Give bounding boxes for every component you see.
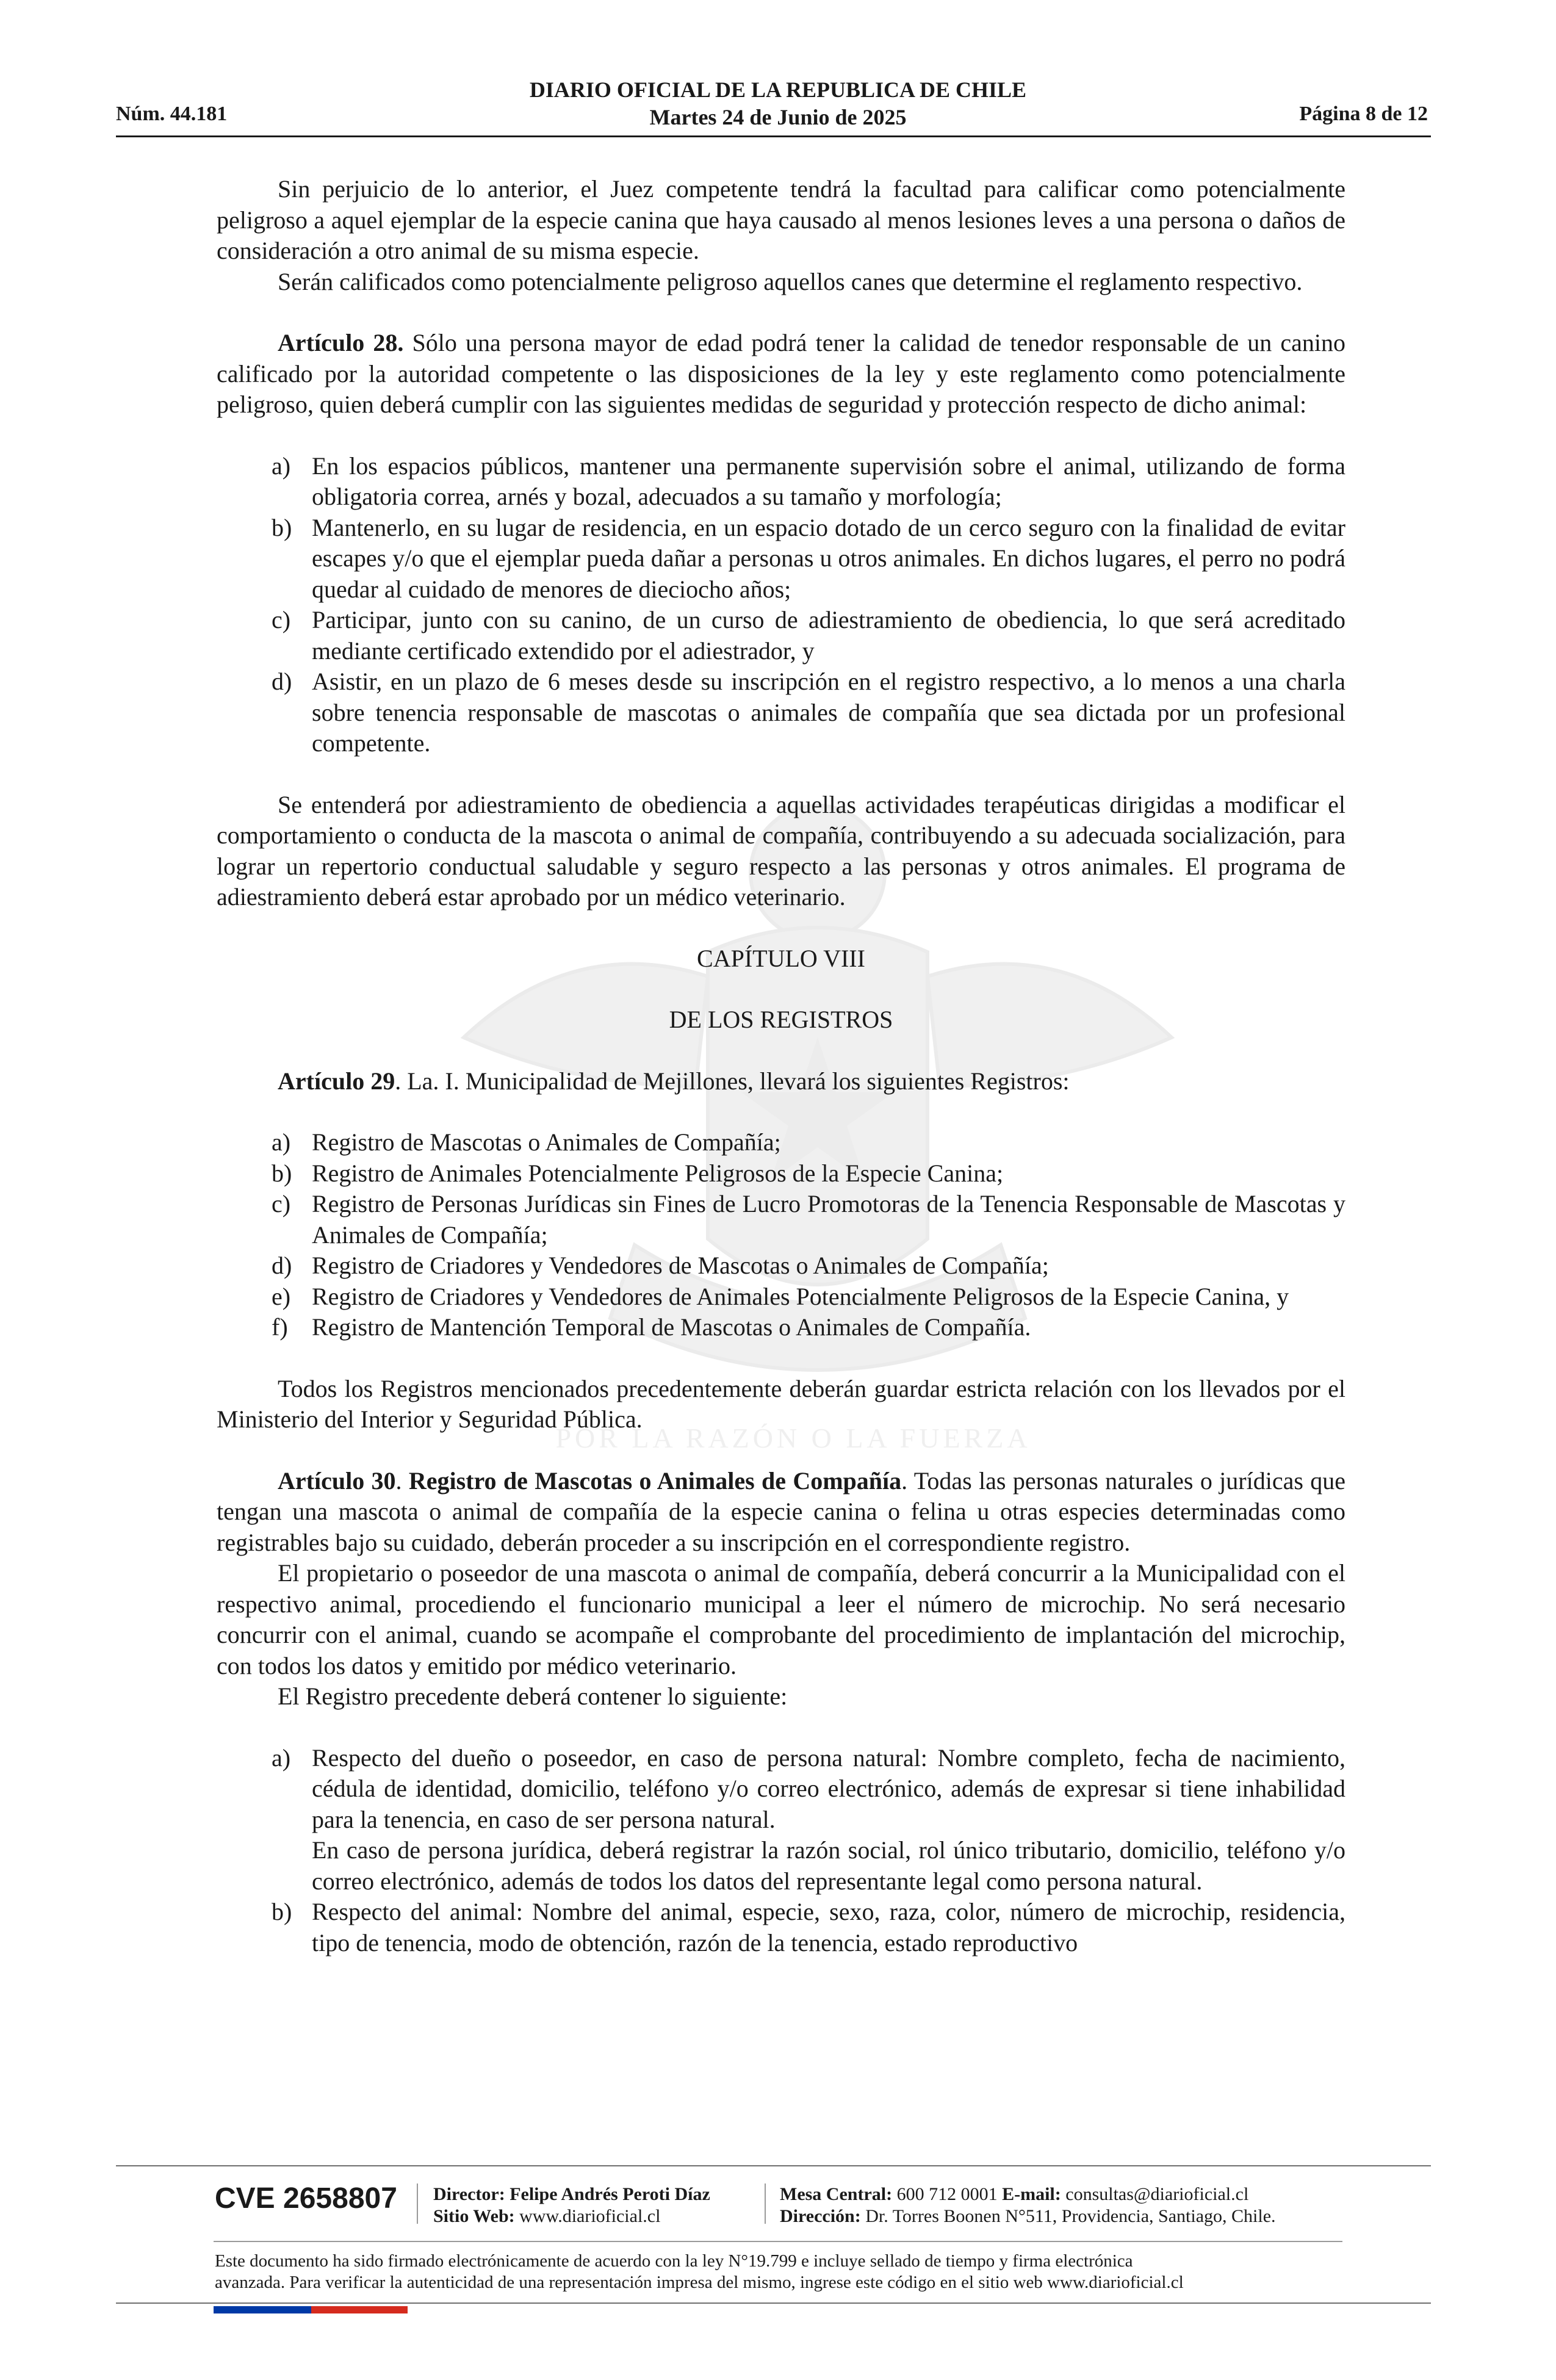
list-text: Registro de Criadores y Vendedores de Mascotas o Animales de Compañía; [312,1252,1049,1279]
list-item [217,666,1345,759]
article-separator: . [395,1466,409,1495]
list-marker: c) [272,1190,291,1217]
list-subparagraph: En caso de persona jurídica, deberá registrar la razón social, rol único tributario, domicilio, teléfono y/o correo electrónico, además de todos los datos del representante legal como persona natural. [312,1836,1345,1895]
article-30 [217,1466,1345,1559]
article-title: Registro de Mascotas o Animales de Compañía [408,1466,902,1495]
list-text: Registro de Criadores y Vendedores de Animales Potencialmente Peligrosos de la Especie Canina, y [312,1282,1289,1310]
list-item [217,1282,1345,1313]
list-item [217,1312,1345,1343]
footer-divider [116,2165,1431,2166]
mesa-label: Mesa Central: [780,2184,893,2204]
paragraph: El propietario o poseedor de una mascota o animal de compañía, deberá concurrir a la Municipalidad con el respectivo animal, procediendo el funcionario municipal a leer el número de microchip. No será necesario concurrir con el animal, cuando se acompañe el comprobante del procedimiento de implantación del microchip, con todos los datos y emitido por médico veterinario. [217,1559,1345,1679]
list-text: Participar, junto con su canino, de un curso de adiestramiento de obediencia, lo que será acreditado mediante certificado extendido por el adiestrador, y [312,606,1345,665]
mesa-phone: 600 712 0001 [892,2184,1003,2204]
list-text: Registro de Mantención Temporal de Mascotas o Animales de Compañía. [312,1313,1031,1341]
flag-stripe-red [311,2306,408,2313]
publication-date: Martes 24 de Junio de 2025 [649,105,907,129]
footer-director-block [433,2183,710,2227]
list-item [217,1189,1345,1250]
paragraph: El Registro precedente deberá contener lo siguiente: [278,1682,788,1710]
list-marker: f) [272,1313,288,1341]
list-text: Respecto del animal: Nombre del animal, especie, sexo, raza, color, número de microchip, residencia, tipo de tenencia, modo de obtención, razón de la tenencia, estado reproductivo [312,1898,1345,1956]
header-divider [116,135,1431,137]
list-marker: a) [272,1744,291,1772]
article-30-list [217,1743,1345,1959]
article-label: Artículo 30 [278,1466,396,1495]
list-text: Mantenerlo, en su lugar de residencia, en un espacio dotado de un cerco seguro con la finalidad de evitar escapes y/o que el ejemplar pueda dañar a personas u otros animales. En dichos lugares, el perro no podrá quedar al cuidado de menores de dieciocho años; [312,513,1345,603]
paragraph: Sin perjuicio de lo anterior, el Juez competente tendrá la facultad para calificar como potencialmente peligroso a aquel ejemplar de la especie canina que haya causado al menos lesiones leves a una persona o daños de consideración a otro animal de su misma especie. [217,175,1345,264]
list-marker: b) [272,1898,292,1925]
list-marker: b) [272,1159,292,1187]
list-item [217,1158,1345,1189]
address-label: Dirección: [780,2206,861,2226]
footer-contact-block [780,2183,1276,2227]
legal-line: avanzada. Para verificar la autenticidad de una representación impresa del mismo, ingrese este código en el sitio web www.diarioficial.cl [215,2273,1184,2292]
list-item [217,605,1345,666]
paragraph: Serán calificados como potencialmente peligroso aquellos canes que determine el reglamento respectivo. [278,267,1303,295]
article-29-list [217,1127,1345,1343]
list-text: Registro de Personas Jurídicas sin Fines de Lucro Promotoras de la Tenencia Responsable de Mascotas y Animales de Compañía; [312,1190,1345,1249]
list-marker: d) [272,668,292,695]
list-text: Asistir, en un plazo de 6 meses desde su inscripción en el registro respectivo, a lo menos a una charla sobre tenencia responsable de mascotas o animales de compañía que sea dictada por un profesional competente. [312,668,1345,757]
article-text: Sólo una persona mayor de edad podrá tener la calidad de tenedor responsable de un canino calificado por la autoridad competente o las disposiciones de la ley y este reglamento como potencialmente peligroso, quien deberá cumplir con las siguientes medidas de seguridad y protección respecto de dicho animal: [217,329,1345,418]
director-name: Felipe Andrés Peroti Díaz [505,2184,710,2204]
watermark-motto: POR LA RAZÓN O LA FUERZA [555,1423,1031,1454]
chapter-title: DE LOS REGISTROS [669,1006,893,1033]
publication-title: DIARIO OFICIAL DE LA REPUBLICA DE CHILE [529,78,1027,102]
footer-separator [417,2183,418,2224]
article-text: . La. I. Municipalidad de Mejillones, llevará los siguientes Registros: [395,1067,1070,1095]
article-29 [217,1066,1345,1097]
page-indicator: Página 8 de 12 [1299,103,1428,125]
list-marker: a) [272,1128,291,1156]
paragraph: Todos los Registros mencionados precedentemente deberán guardar estricta relación con los llevados por el Ministerio del Interior y Seguridad Pública. [217,1374,1345,1433]
legal-notice [215,2251,1374,2293]
list-marker: c) [272,606,291,633]
issue-number: Núm. 44.181 [116,103,228,125]
list-item [217,1743,1345,1836]
email-link[interactable]: consultas@diarioficial.cl [1061,2184,1249,2204]
article-label: Artículo 28. [278,329,404,356]
footer-bottom-divider [116,2302,1431,2304]
chapter-heading: CAPÍTULO VIII [697,944,865,972]
list-marker: b) [272,513,292,541]
legal-line: Este documento ha sido firmado electrónicamente de acuerdo con la ley N°19.799 e incluye sellado de tiempo y firma electrónica [215,2251,1133,2271]
director-label: Director: [433,2184,505,2204]
footer-inner-divider [214,2241,1342,2242]
article-28-list [217,451,1345,759]
list-item [217,513,1345,605]
list-item [217,1127,1345,1158]
list-text: Registro de Animales Potencialmente Peligrosos de la Especie Canina; [312,1159,1004,1187]
flag-stripe-blue [214,2306,311,2313]
email-label: E-mail: [1002,2184,1061,2204]
list-marker: e) [272,1282,291,1310]
document-body [217,174,1345,1958]
list-item [217,451,1345,513]
article-28 [217,328,1345,420]
article-text: . Todas las personas naturales o jurídicas que tengan una mascota o animal de compañía de la especie canina o felina u otras especies determinadas como registrables bajo su cuidado, deberán proceder a su inscripción en el correspondiente registro. [217,1466,1345,1556]
list-text: En los espacios públicos, mantener una permanente supervisión sobre el animal, utilizando de forma obligatoria correa, arnés y bozal, adecuados a su tamaño y morfología; [312,452,1345,510]
address-value: Dr. Torres Boonen N°511, Providencia, Santiago, Chile. [860,2206,1276,2226]
list-marker: d) [272,1252,292,1279]
list-item [217,1250,1345,1282]
footer-separator [765,2183,766,2224]
site-label: Sitio Web: [433,2206,515,2226]
site-link[interactable]: www.diarioficial.cl [514,2206,661,2226]
article-label: Artículo 29 [278,1067,395,1095]
cve-code: CVE 2658807 [215,2182,397,2215]
list-text: Respecto del dueño o poseedor, en caso de persona natural: Nombre completo, fecha de nacimiento, cédula de identidad, domicilio, teléfono y/o correo electrónico, además de expresar si tiene inhabilidad para la tenencia, en caso de ser persona natural. [312,1744,1345,1833]
list-marker: a) [272,452,291,480]
list-text: Registro de Mascotas o Animales de Compañía; [312,1128,781,1156]
paragraph: Se entenderá por adiestramiento de obediencia a aquellas actividades terapéuticas dirigidas a modificar el comportamiento o conducta de la mascota o animal de compañía, contribuyendo a su adecuada socialización, para lograr un repertorio conductual saludable y seguro respecto a las personas y otros animales. El programa de adiestramiento deberá estar aprobado por un médico veterinario. [217,790,1345,911]
list-item [217,1897,1345,1958]
